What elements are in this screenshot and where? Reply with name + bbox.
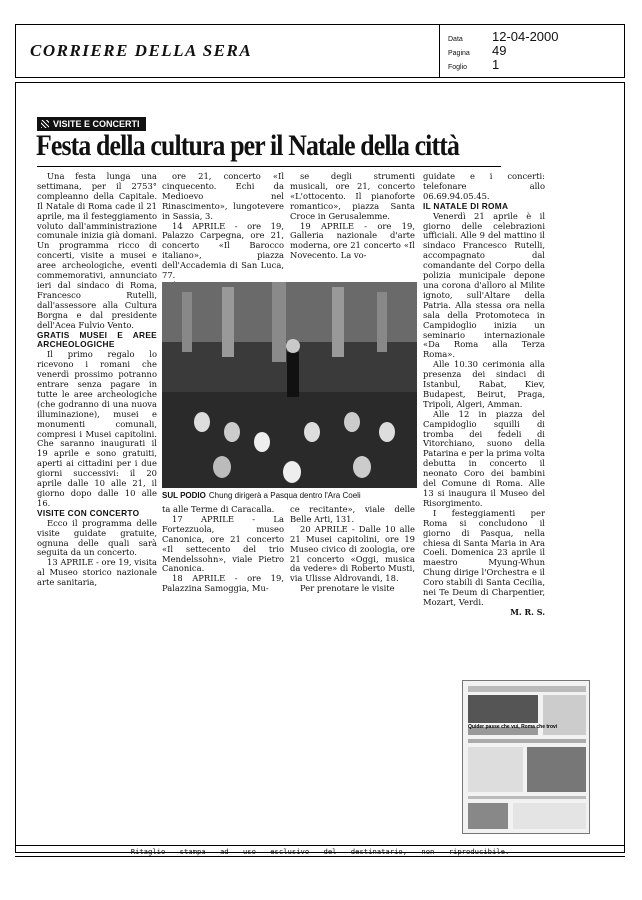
paragraph-musei: Il primo regalo lo ricevono i romani che venerdì prossimo potranno entrare senza pagare in tutte le aree archeologiche (che godranno di una nuova illuminazione), musei e monumenti comunali, compresi i Musei capitolini. Che saranno inaugurati il 19 aprile e sono gratuiti, aperti ai cittadini per i due giorni successivi: il 20 aprile dalle 10 alle 21, il giorno dopo dalle 10 alle 16. [37,349,157,508]
paragraph: ce recitante», viale delle Belle Arti, 131. [290,504,415,524]
clipping-header [15,24,625,78]
paragraph: Alle 10.30 cerimonia alla presenza dei sindaci di Istanbul, Rabat, Kiev, Budapest, Beirut, Praga, Tripoli, Algeri, Amman. [423,359,545,409]
thumbnail-graphic [463,681,590,834]
paragraph-visite: Ecco il programma delle visite guidate gratuite, ognuna delle quali sarà seguita da un concerto. [37,517,157,558]
subheading-visite: VISITE CON CONCERTO [37,507,140,518]
paragraph: ore 21, concerto «Il cinquecento. Echi da Medioevo nel Rinascimento», lungotevere in Sassia, 3. [162,171,284,221]
section-rubric: VISITE E CONCERTI [37,117,146,131]
subheading-musei: GRATIS MUSEI E AREE ARCHEOLOGICHE [37,329,157,350]
paragraph: 14 APRILE - ore 19, Palazzo Carpegna, ore 21, concerto «Il Barocco italiano», piazza dell'Accademia di San Luca, 77. [162,220,284,281]
subheading-natale: IL NATALE DI ROMA [423,200,509,211]
column-4 [423,172,545,618]
paragraph-13-aprile: 13 APRILE - ore 19, visita al Museo storico nazionale arte sanitaria, [37,557,157,588]
paragraph: 19 APRILE - ore 19, Galleria nazionale d'arte moderna, ore 21 concerto «Il Novecento. La vo- [290,220,415,261]
paragraph: se degli strumenti musicali, ore 21, concerto «L'ottocento. Il pianoforte romantico», piazza Santa Croce in Gerusalemme. [290,171,415,221]
paragraph: Per prenotare le visite [300,583,395,594]
page-thumbnail [462,680,590,834]
paragraph: 18 APRILE - ore 19, Palazzina Samoggia, Mu- [162,573,284,594]
date-value: 12-04-2000 [492,29,559,44]
paragraph: Venerdì 21 aprile è il giorno delle celebrazioni ufficiali. Alle 9 del mattino il sindaco Francesco Rutelli, accompagnato dal comandante del Corpo della polizia municipale depone una corona d'alloro al Milite ignoto, sull'Altare della Patria. Alla stessa ora nella sala della Protomoteca in Campidoglio inizia un seminario internazionale «Da Roma alla Terza Roma». [423,210,545,360]
paragraph: guidate e i concerti: telefonare allo 06.69.94.05.45. [423,171,545,201]
paragraph: Alle 12 in piazza del Campidoglio squilli di tromba dei fedeli di Vitorchiano, suono della Patarina e per la prima volta debutta in concerto il neonato Coro dei bambini del Comune di Roma. Alle 13 si inaugura il Museo del Risorgimento. [423,408,545,508]
article-headline: Festa della cultura per il Natale della città [36,129,459,162]
paragraph: I festeggiamenti per Roma si concludono il giorno di Pasqua, nella chiesa di Santa Maria in Ara Coeli. Domenica 23 aprile il maestro Myung-Whun Chung dirige l'Orchestra e il Coro stabili di Santa Cecilia, nei Te Deum di Charpentier, Mozart, Verdi. [423,507,545,607]
page-label: Pagina [448,50,470,57]
column-2-bottom [162,505,284,594]
caption-text: Chung dirigerà a Pasqua dentro l'Ara Coeli [208,491,361,500]
sheet-value: 1 [492,57,500,72]
column-1 [37,172,157,588]
column-3-bottom [290,505,415,594]
column-2-top [162,172,284,291]
lead-paragraph: Una festa lunga una settimana, per il 2753° compleanno della Capitale. Il Natale di Roma cade il 21 aprile, ma il festeggiamento voluto dall'amministrazione comunale inizia già domani. Un programma ricco di concerti, visite a musei e aree archeologiche, eventi commemorativi, annunciato ieri dal sindaco di Roma, Francesco Rutelli, dall'assessore alla Cultura Borgna e dal presidente dell'Acea Fulvio Vento. [37,171,157,330]
paragraph: ta alle Terme di Caracalla. [162,504,275,514]
column-3-top [290,172,415,261]
date-label: Data [448,36,463,43]
photo-caption [162,491,417,500]
paragraph: 20 APRILE - Dalle 10 alle 21 Musei capitolini, ore 19 Museo civico di zoologia, ore 21 concerto «Oggi, musica da vedere» di Roberto Musti, via Ulisse Aldrovandi, 18. [290,523,415,584]
thumbnail-headline: Quider passe che vui, Roma che trovi [468,724,558,730]
author-signature: M. R. S. [510,606,545,617]
sheet-label: Foglio [448,64,468,71]
clipping-metadata [439,25,624,77]
copyright-notice: Ritaglio stampa ad uso esclusivo del destinatario, non riproducibile. [15,845,625,857]
newspaper-masthead: CORRIERE DELLA SERA [30,41,253,60]
caption-label: SUL PODIO [162,491,206,500]
orchestra-image [162,282,417,488]
paragraph: 17 APRILE - La Fortezzuola, museo Canonica, ore 21 concerto «Il settecento del trio Mendelssohn», viale Pietro Canonica. [162,513,284,574]
concert-photo [162,282,417,488]
page-value: 49 [492,43,507,58]
headline-divider [37,166,501,167]
